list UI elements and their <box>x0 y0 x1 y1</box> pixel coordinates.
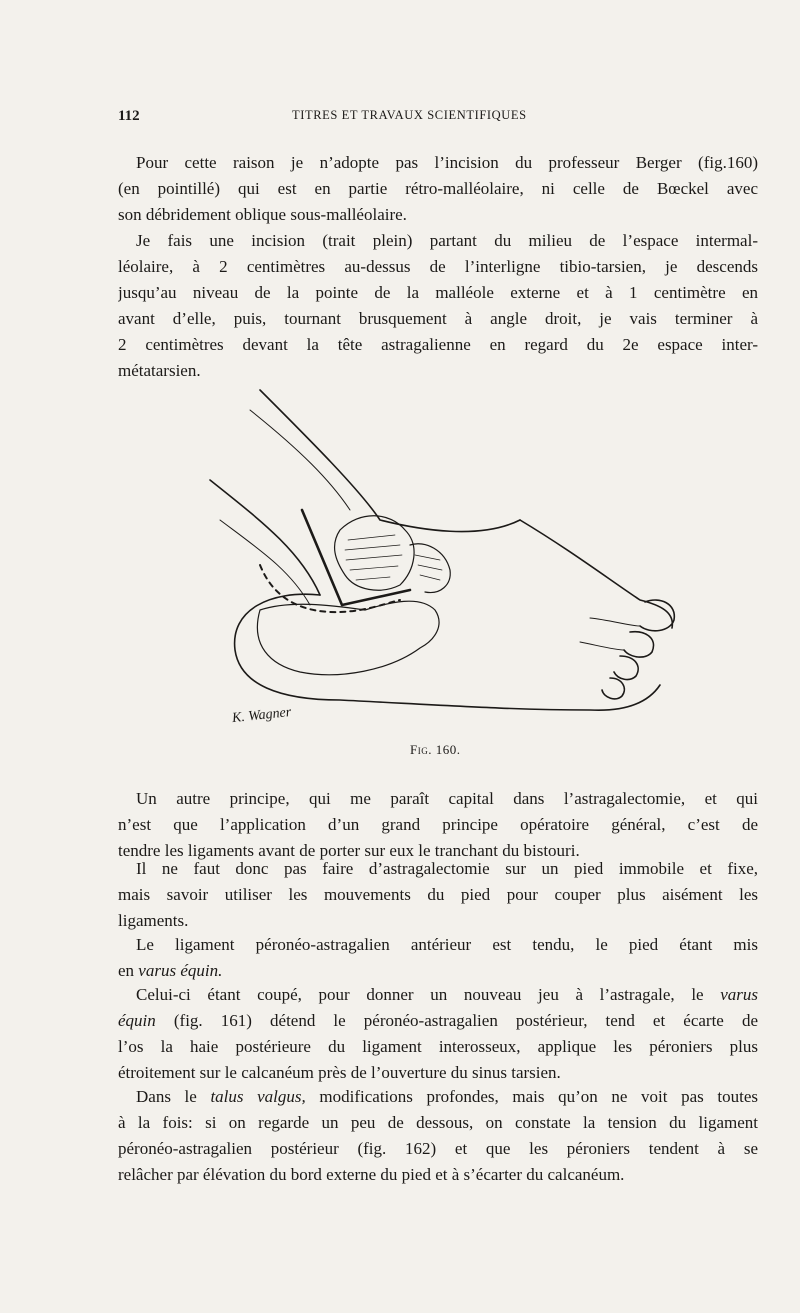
foot-incision-illustration <box>190 380 690 740</box>
text-line: tendre les ligaments avant de porter sur eux le tranchant du bistouri. <box>118 841 580 860</box>
paragraph-incision-description <box>118 228 758 384</box>
caption-prefix: Fig. <box>410 742 432 757</box>
text-line: Pour cette raison je n’adopte pas l’incision du professeur Berger (fig.160) <box>136 153 758 172</box>
text-line <box>118 1008 758 1034</box>
paragraph-varus-equin <box>118 982 758 1086</box>
text-line: jusqu’au niveau de la pointe de la malléole externe et à 1 centimètre en <box>118 283 758 302</box>
text-run: modifications profondes, mais qu’on ne voit pas toutes <box>305 1087 758 1106</box>
paragraph-foot-movements <box>118 856 758 934</box>
astragalus-outline <box>335 516 415 590</box>
text-run: en <box>118 961 139 980</box>
foot-dorsum-outline <box>520 520 672 628</box>
text-line: Je fais une incision (trait plein) partant du milieu de l’espace intermal- <box>136 231 758 250</box>
text-line: étroitement sur le calcanéum près de l’ouverture du sinus tarsien. <box>118 1063 561 1082</box>
text-line: l’os la haie postérieure du ligament interosseux, applique les péroniers plus <box>118 1037 758 1056</box>
text-line: mais savoir utiliser les mouvements du pied pour couper plus aisément les <box>118 885 758 904</box>
text-run: (fig. 161) détend le péronéo-astragalien postérieur, tend et écarte de <box>155 1011 758 1030</box>
toe-outline <box>602 678 624 699</box>
text-line: à la fois: si on regarde un peu de dessous, on constate la tension du ligament <box>118 1113 758 1132</box>
text-line: (en pointillé) qui est en partie rétro-malléolaire, ni celle de Bœckel avec <box>118 179 758 198</box>
text-run: Celui-ci étant coupé, pour donner un nouveau jeu à l’astragale, le <box>136 985 721 1004</box>
italic-term: équin <box>118 1011 156 1030</box>
text-line <box>118 958 758 984</box>
header-title: TITRES ET TRAVAUX SCIENTIFIQUES <box>292 108 527 122</box>
paragraph-anterior-ligament <box>118 932 758 984</box>
figure-caption <box>410 742 460 758</box>
text-line <box>118 982 758 1008</box>
paragraph-berger-incision <box>118 150 758 228</box>
text-line: léolaire, à 2 centimètres au-dessus de l’interligne tibio-tarsien, je descends <box>118 257 758 276</box>
text-line: Un autre principe, qui me paraît capital dans l’astragalectomie, et qui <box>136 789 758 808</box>
text-line: n’est que l’application d’un grand principe opératoire général, c’est de <box>118 815 758 834</box>
text-line: 2 centimètres devant la tête astragalienne en regard du 2e espace inter- <box>118 335 758 354</box>
toe-outline <box>614 656 638 679</box>
text-line: avant d’elle, puis, tournant brusquement à angle droit, je vais terminer à <box>118 309 758 328</box>
leg-back-outline <box>210 480 320 595</box>
text-run: Dans le <box>136 1087 211 1106</box>
caption-number: 160. <box>435 742 461 757</box>
text-line: Il ne faut donc pas faire d’astragalectomie sur un pied immobile et fixe, <box>136 859 758 878</box>
running-head <box>118 108 758 132</box>
italic-term: talus valgus, <box>210 1087 306 1106</box>
toe-outline <box>624 632 653 657</box>
page-number: 112 <box>118 108 140 124</box>
calcaneus-outline <box>257 601 439 675</box>
text-line: métatarsien. <box>118 361 201 380</box>
heel-outline <box>235 594 660 710</box>
leg-front-outline <box>260 390 520 532</box>
paragraph-talus-valgus <box>118 1084 758 1188</box>
italic-term: varus équin. <box>138 961 223 980</box>
paragraph-principle <box>118 786 758 864</box>
text-line: relâcher par élévation du bord externe du pied et à s’écarter du calcanéum. <box>118 1165 625 1184</box>
text-line <box>118 1084 758 1110</box>
text-line: péronéo-astragalien postérieur (fig. 162) et que les péroniers tendent à se <box>118 1139 758 1158</box>
italic-term: varus <box>720 985 758 1004</box>
artist-signature: K. Wagner <box>231 704 292 727</box>
text-line: son débridement oblique sous-malléolaire. <box>118 205 407 224</box>
text-line: ligaments. <box>118 911 189 930</box>
text-line: Le ligament péronéo-astragalien antérieur est tendu, le pied étant mis <box>136 935 758 954</box>
